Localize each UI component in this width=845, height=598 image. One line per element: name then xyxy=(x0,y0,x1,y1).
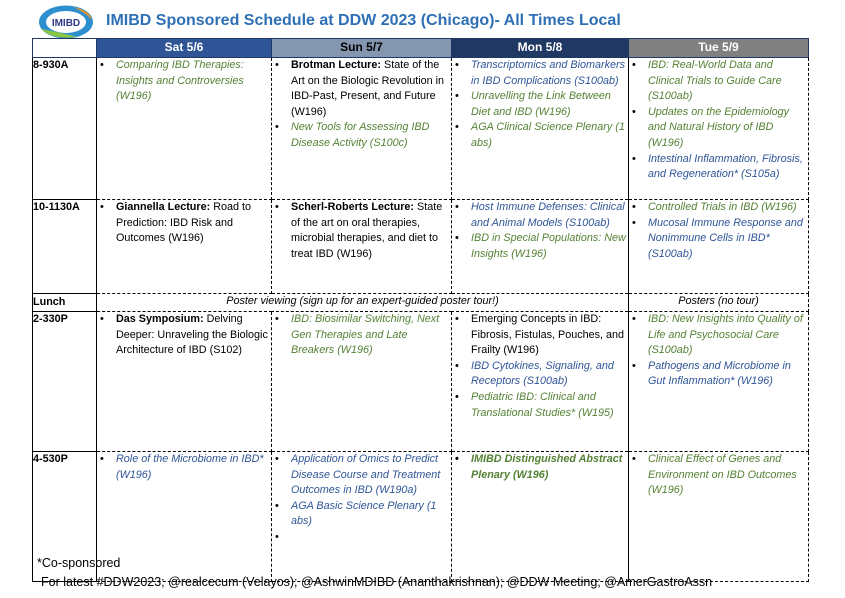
session-item xyxy=(272,452,451,499)
session-title: Application of Omics to Predict Disease Course and Treatment Outcomes in IBD (W190a) xyxy=(291,453,441,497)
session-item xyxy=(452,120,628,151)
session-item xyxy=(97,312,271,359)
session-cell-tue xyxy=(629,452,809,582)
session-title: IBD: New Insights into Quality of Life and Psychosocial Care (S100ab) xyxy=(648,313,803,357)
day-header-mon: Mon 5/8 xyxy=(452,39,629,58)
schedule-body xyxy=(33,58,809,582)
session-title: Transcriptomics and Biomarkers in IBD Complications (S100ab) xyxy=(471,59,625,87)
session-list xyxy=(272,200,451,262)
poster-viewing-note: Poster viewing (sign up for an expert-guided poster tour!) xyxy=(97,294,629,312)
lecture-name: Scherl-Roberts Lecture: xyxy=(291,201,414,213)
imibd-logo xyxy=(37,4,95,40)
schedule-table xyxy=(32,38,809,582)
session-item xyxy=(97,58,271,105)
day-header-sat: Sat 5/6 xyxy=(97,39,272,58)
session-title: Intestinal Inflammation, Fibrosis, and Regeneration* (S105a) xyxy=(648,152,803,181)
session-title: Road to Prediction: IBD Risk and Outcomes (W196) xyxy=(116,201,252,245)
session-item xyxy=(452,359,628,390)
session-list xyxy=(452,58,628,152)
header-corner xyxy=(33,39,97,58)
lunch-row xyxy=(33,294,809,312)
session-list xyxy=(97,200,271,247)
session-title: AGA Clinical Science Plenary (1 abs) xyxy=(471,121,625,149)
lunch-label: Lunch xyxy=(33,294,97,312)
session-title: Host Immune Defenses: Clinical and Animal Models (S100ab) xyxy=(471,201,625,229)
day-header-sun: Sun 5/7 xyxy=(272,39,452,58)
time-slot-label: 8-930A xyxy=(33,58,97,200)
session-title: Controlled Trials in IBD (W196) xyxy=(648,201,797,213)
session-title: IBD in Special Populations: New Insights (W196) xyxy=(471,232,626,260)
session-list xyxy=(97,312,271,359)
session-item xyxy=(452,58,628,89)
session-title: Unravelling the Link Between Diet and IBD (W196) xyxy=(471,90,611,118)
page-title: IMIBD Sponsored Schedule at DDW 2023 (Chicago)- All Times Local xyxy=(106,12,621,29)
session-title: State of the Art on the Biologic Revolution in IBD-Past, Present, and Future (W196) xyxy=(291,59,445,118)
session-cell-mon xyxy=(452,312,629,452)
session-cell-sun xyxy=(272,58,452,200)
session-title: New Tools for Assessing IBD Disease Activity (S100c) xyxy=(291,121,430,149)
session-list xyxy=(629,452,808,499)
header-row xyxy=(33,39,809,58)
session-item xyxy=(452,200,628,231)
session-list xyxy=(97,58,271,105)
posters-no-tour-note: Posters (no tour) xyxy=(629,294,809,312)
session-cell-sat xyxy=(97,200,272,294)
session-item xyxy=(629,452,808,499)
lecture-name: Das Symposium: xyxy=(116,313,204,325)
session-item xyxy=(452,231,628,262)
session-list xyxy=(452,312,628,421)
session-title: State of the art on oral therapies, microbial therapies, and diet to treat IBD (W196) xyxy=(291,201,443,260)
time-slot-label: 10-1130A xyxy=(33,200,97,294)
session-item xyxy=(629,359,808,390)
session-title: IMIBD Distinguished Abstract Plenary (W196) xyxy=(471,453,623,481)
social-handles: For latest #DDW2023; @realcecum (Velayos); @AshwinMDIBD (Ananthakrishnan); @DDW Meeting; @AmerGastroAssn xyxy=(41,575,713,589)
session-title: IBD: Real-World Data and Clinical Trials to Guide Care (S100ab) xyxy=(648,59,782,103)
session-list xyxy=(629,200,808,262)
session-title: IBD Cytokines, Signaling, and Receptors (S100ab) xyxy=(471,359,614,388)
session-title: Pediatric IBD: Clinical and Translational Studies* (W195) xyxy=(471,390,614,419)
session-title: Updates on the Epidemiology and Natural History of IBD (W196) xyxy=(648,105,790,149)
session-title: Delving Deeper: Unraveling the Biologic Architecture of IBD (S102) xyxy=(116,313,268,357)
session-list xyxy=(629,312,808,390)
schedule-row xyxy=(33,200,809,294)
session-item xyxy=(629,216,808,263)
session-title: Mucosal Immune Response and Nonimmune Cells in IBD* (S100ab) xyxy=(648,216,803,260)
session-cell-sat xyxy=(97,58,272,200)
session-cell-mon xyxy=(452,200,629,294)
session-list xyxy=(272,58,451,152)
session-item xyxy=(629,105,808,152)
time-slot-label: 4-530P xyxy=(33,452,97,582)
session-item xyxy=(629,58,808,105)
session-item xyxy=(452,390,628,421)
session-cell-mon xyxy=(452,452,629,582)
session-item xyxy=(452,89,628,120)
session-item xyxy=(452,312,628,359)
session-cell-tue xyxy=(629,58,809,200)
session-list xyxy=(452,200,628,262)
session-list xyxy=(452,452,628,483)
session-list xyxy=(97,452,271,483)
session-title: IBD: Biosimilar Switching, Next Gen Therapies and Late Breakers (W196) xyxy=(291,313,440,357)
session-cell-sat xyxy=(97,312,272,452)
session-cell-sat xyxy=(97,452,272,582)
session-item xyxy=(629,200,808,216)
session-list xyxy=(629,58,808,183)
session-item xyxy=(452,452,628,483)
session-title: AGA Basic Science Plenary (1 abs) xyxy=(291,499,437,528)
lecture-name: Giannella Lecture: xyxy=(116,201,211,213)
session-title: Emerging Concepts in IBD: Fibrosis, Fistulas, Pouches, and Frailty (W196) xyxy=(471,313,625,357)
session-cell-sun xyxy=(272,452,452,582)
session-title: Clinical Effect of Genes and Environment on IBD Outcomes (W196) xyxy=(648,453,797,497)
session-cell-mon xyxy=(452,58,629,200)
session-cell-tue xyxy=(629,200,809,294)
lecture-name: Brotman Lecture: xyxy=(291,59,381,71)
session-title: Role of the Microbiome in IBD* (W196) xyxy=(116,453,264,481)
time-slot-label: 2-330P xyxy=(33,312,97,452)
session-item xyxy=(629,312,808,359)
session-list xyxy=(272,452,451,530)
schedule-row xyxy=(33,312,809,452)
schedule-row xyxy=(33,58,809,200)
session-cell-sun xyxy=(272,200,452,294)
session-cell-sun xyxy=(272,312,452,452)
session-item xyxy=(97,452,271,483)
logo-text: IMIBD xyxy=(51,18,81,29)
session-item xyxy=(629,152,808,183)
footnote: *Co-sponsored xyxy=(37,556,121,570)
day-header-tue: Tue 5/9 xyxy=(629,39,809,58)
session-item xyxy=(272,312,451,359)
session-title: Comparing IBD Therapies: Insights and Controversies (W196) xyxy=(116,59,244,103)
session-item xyxy=(272,120,451,151)
session-item xyxy=(97,200,271,247)
session-title: Pathogens and Microbiome in Gut Inflammation* (W196) xyxy=(648,359,791,388)
session-list xyxy=(272,312,451,359)
session-item xyxy=(272,58,451,120)
schedule-row xyxy=(33,452,809,582)
session-cell-tue xyxy=(629,312,809,452)
session-item xyxy=(272,200,451,262)
session-item xyxy=(272,499,451,530)
